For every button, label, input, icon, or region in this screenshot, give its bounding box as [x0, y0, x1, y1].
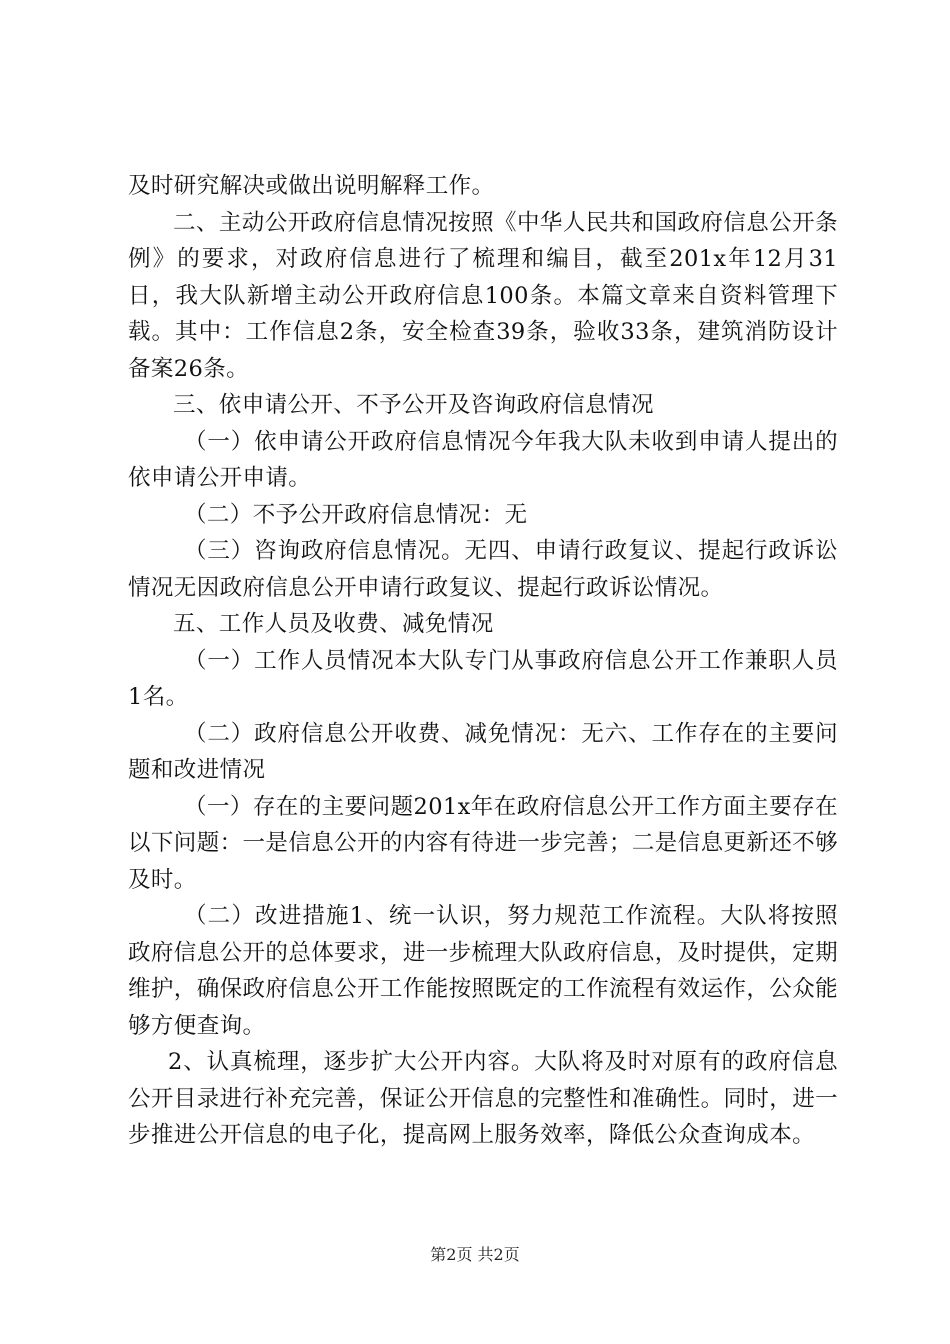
paragraph-section-2: 二、主动公开政府信息情况按照《中华人民共和国政府信息公开条例》的要求，对政府信息进行了梳理和编目，截至201x年12月31日，我大队新增主动公开政府信息100条。本篇文章来自资料管理下载。其中：工作信息2条，安全检查39条，验收33条，建筑消防设计备案26条。 [128, 209, 838, 382]
page-number: 第2页 共2页 [430, 1245, 520, 1264]
paragraph-section-3-item-1: （一）依申请公开政府信息情况今年我大队未收到申请人提出的依申请公开申请。 [128, 428, 838, 491]
paragraph-section-3-item-2: （二）不予公开政府信息情况：无 [184, 501, 528, 528]
paragraph-section-5-item-2: （二）政府信息公开收费、减免情况：无六、工作存在的主要问题和改进情况 [128, 720, 838, 783]
paragraph-section-5-item-1: （一）工作人员情况本大队专门从事政府信息公开工作兼职人员1名。 [128, 647, 838, 710]
paragraph-section-6-item-2-point-2: 2、认真梳理，逐步扩大公开内容。大队将及时对原有的政府信息公开目录进行补充完善，保证公开信息的完整性和准确性。同时，进一步推进公开信息的电子化，提高网上服务效率，降低公众查询成本。 [128, 1049, 838, 1148]
paragraph-section-3-heading: 三、依申请公开、不予公开及咨询政府信息情况 [173, 392, 654, 418]
paragraph-section-5-heading: 五、工作人员及收费、减免情况 [173, 611, 494, 637]
page-footer [0, 1245, 950, 1265]
paragraph-continuation: 及时研究解决或做出说明解释工作。 [128, 173, 495, 199]
paragraph-section-6-item-1: （一）存在的主要问题201x年在政府信息公开工作方面主要存在以下问题：一是信息公开的内容有待进一步完善；二是信息更新还不够及时。 [128, 793, 838, 893]
document-body [128, 168, 838, 1154]
paragraph-section-6-item-2: （二）改进措施1、统一认识，努力规范工作流程。大队将按照政府信息公开的总体要求，进一步梳理大队政府信息，及时提供，定期维护，确保政府信息公开工作能按照既定的工作流程有效运作，公众能够方便查询。 [128, 903, 838, 1039]
paragraph-section-3-item-3: （三）咨询政府信息情况。无四、申请行政复议、提起行政诉讼情况无因政府信息公开申请行政复议、提起行政诉讼情况。 [128, 538, 838, 601]
